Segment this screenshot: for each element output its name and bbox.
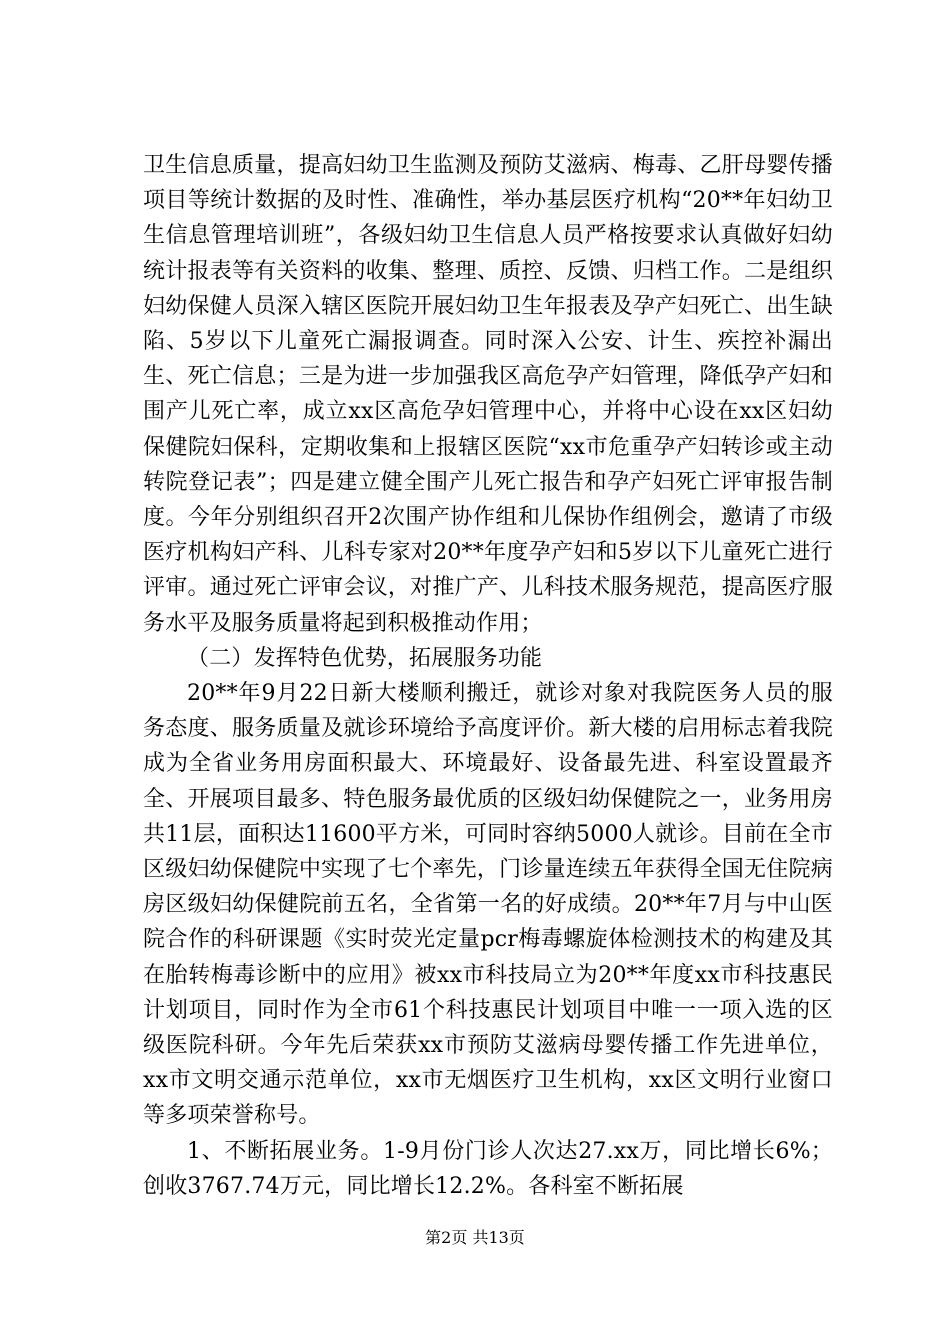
document-body xyxy=(143,148,833,1204)
paragraph-3: 1、不断拓展业务。1-9月份门诊人次达27.xx万，同比增长6%；创收3767.74万元，同比增长12.2%。各科室不断拓展 xyxy=(143,1138,833,1199)
section-heading: （二）发挥特色优势，拓展服务功能 xyxy=(187,645,543,671)
paragraph-1: 卫生信息质量，提高妇幼卫生监测及预防艾滋病、梅毒、乙肝母婴传播项目等统计数据的及时性、准确性，举办基层医疗机构“20**年妇幼卫生信息管理培训班”，各级妇幼卫生信息人员严格按要求认真做好妇幼统计报表等有关资料的收集、整理、质控、反馈、归档工作。二是组织妇幼保健人员深入辖区医院开展妇幼卫生年报表及孕产妇死亡、出生缺陷、5岁以下儿童死亡漏报调查。同时深入公安、计生、疾控补漏出生、死亡信息；三是为进一步加强我区高危孕产妇管理，降低孕产妇和围产儿死亡率，成立xx区高危孕妇管理中心，并将中心设在xx区妇幼保健院妇保科，定期收集和上报辖区医院“xx市危重孕产妇转诊或主动转院登记表”；四是建立健全围产儿死亡报告和孕产妇死亡评审报告制度。今年分别组织召开2次围产协作组和儿保协作组例会，邀请了市级医疗机构妇产科、儿科专家对20**年度孕产妇和5岁以下儿童死亡进行评审。通过死亡评审会议，对推广产、儿科技术服务规范，提高医疗服务水平及服务质量将起到积极推动作用； xyxy=(143,153,833,636)
page-footer xyxy=(0,1228,950,1248)
page-number: 第2页 共13页 xyxy=(425,1228,525,1247)
paragraph-2: 20**年9月22日新大楼顺利搬迁，就诊对象对我院医务人员的服务态度、服务质量及就诊环境给予高度评价。新大楼的启用标志着我院成为全省业务用房面积最大、环境最好、设备最先进、科室设置最齐全、开展项目最多、特色服务最优质的区级妇幼保健院之一，业务用房共11层，面积达11600平方米，可同时容纳5000人就诊。目前在全市区级妇幼保健院中实现了七个率先，门诊量连续五年获得全国无住院病房区级妇幼保健院前五名，全省第一名的好成绩。20**年7月与中山医院合作的科研课题《实时荧光定量pcr梅毒螺旋体检测技术的构建及其在胎转梅毒诊断中的应用》被xx市科技局立为20**年度xx市科技惠民计划项目，同时作为全市61个科技惠民计划项目中唯一一项入选的区级医院科研。今年先后荣获xx市预防艾滋病母婴传播工作先进单位，xx市文明交通示范单位，xx市无烟医疗卫生机构，xx区文明行业窗口等多项荣誉称号。 xyxy=(143,681,833,1129)
